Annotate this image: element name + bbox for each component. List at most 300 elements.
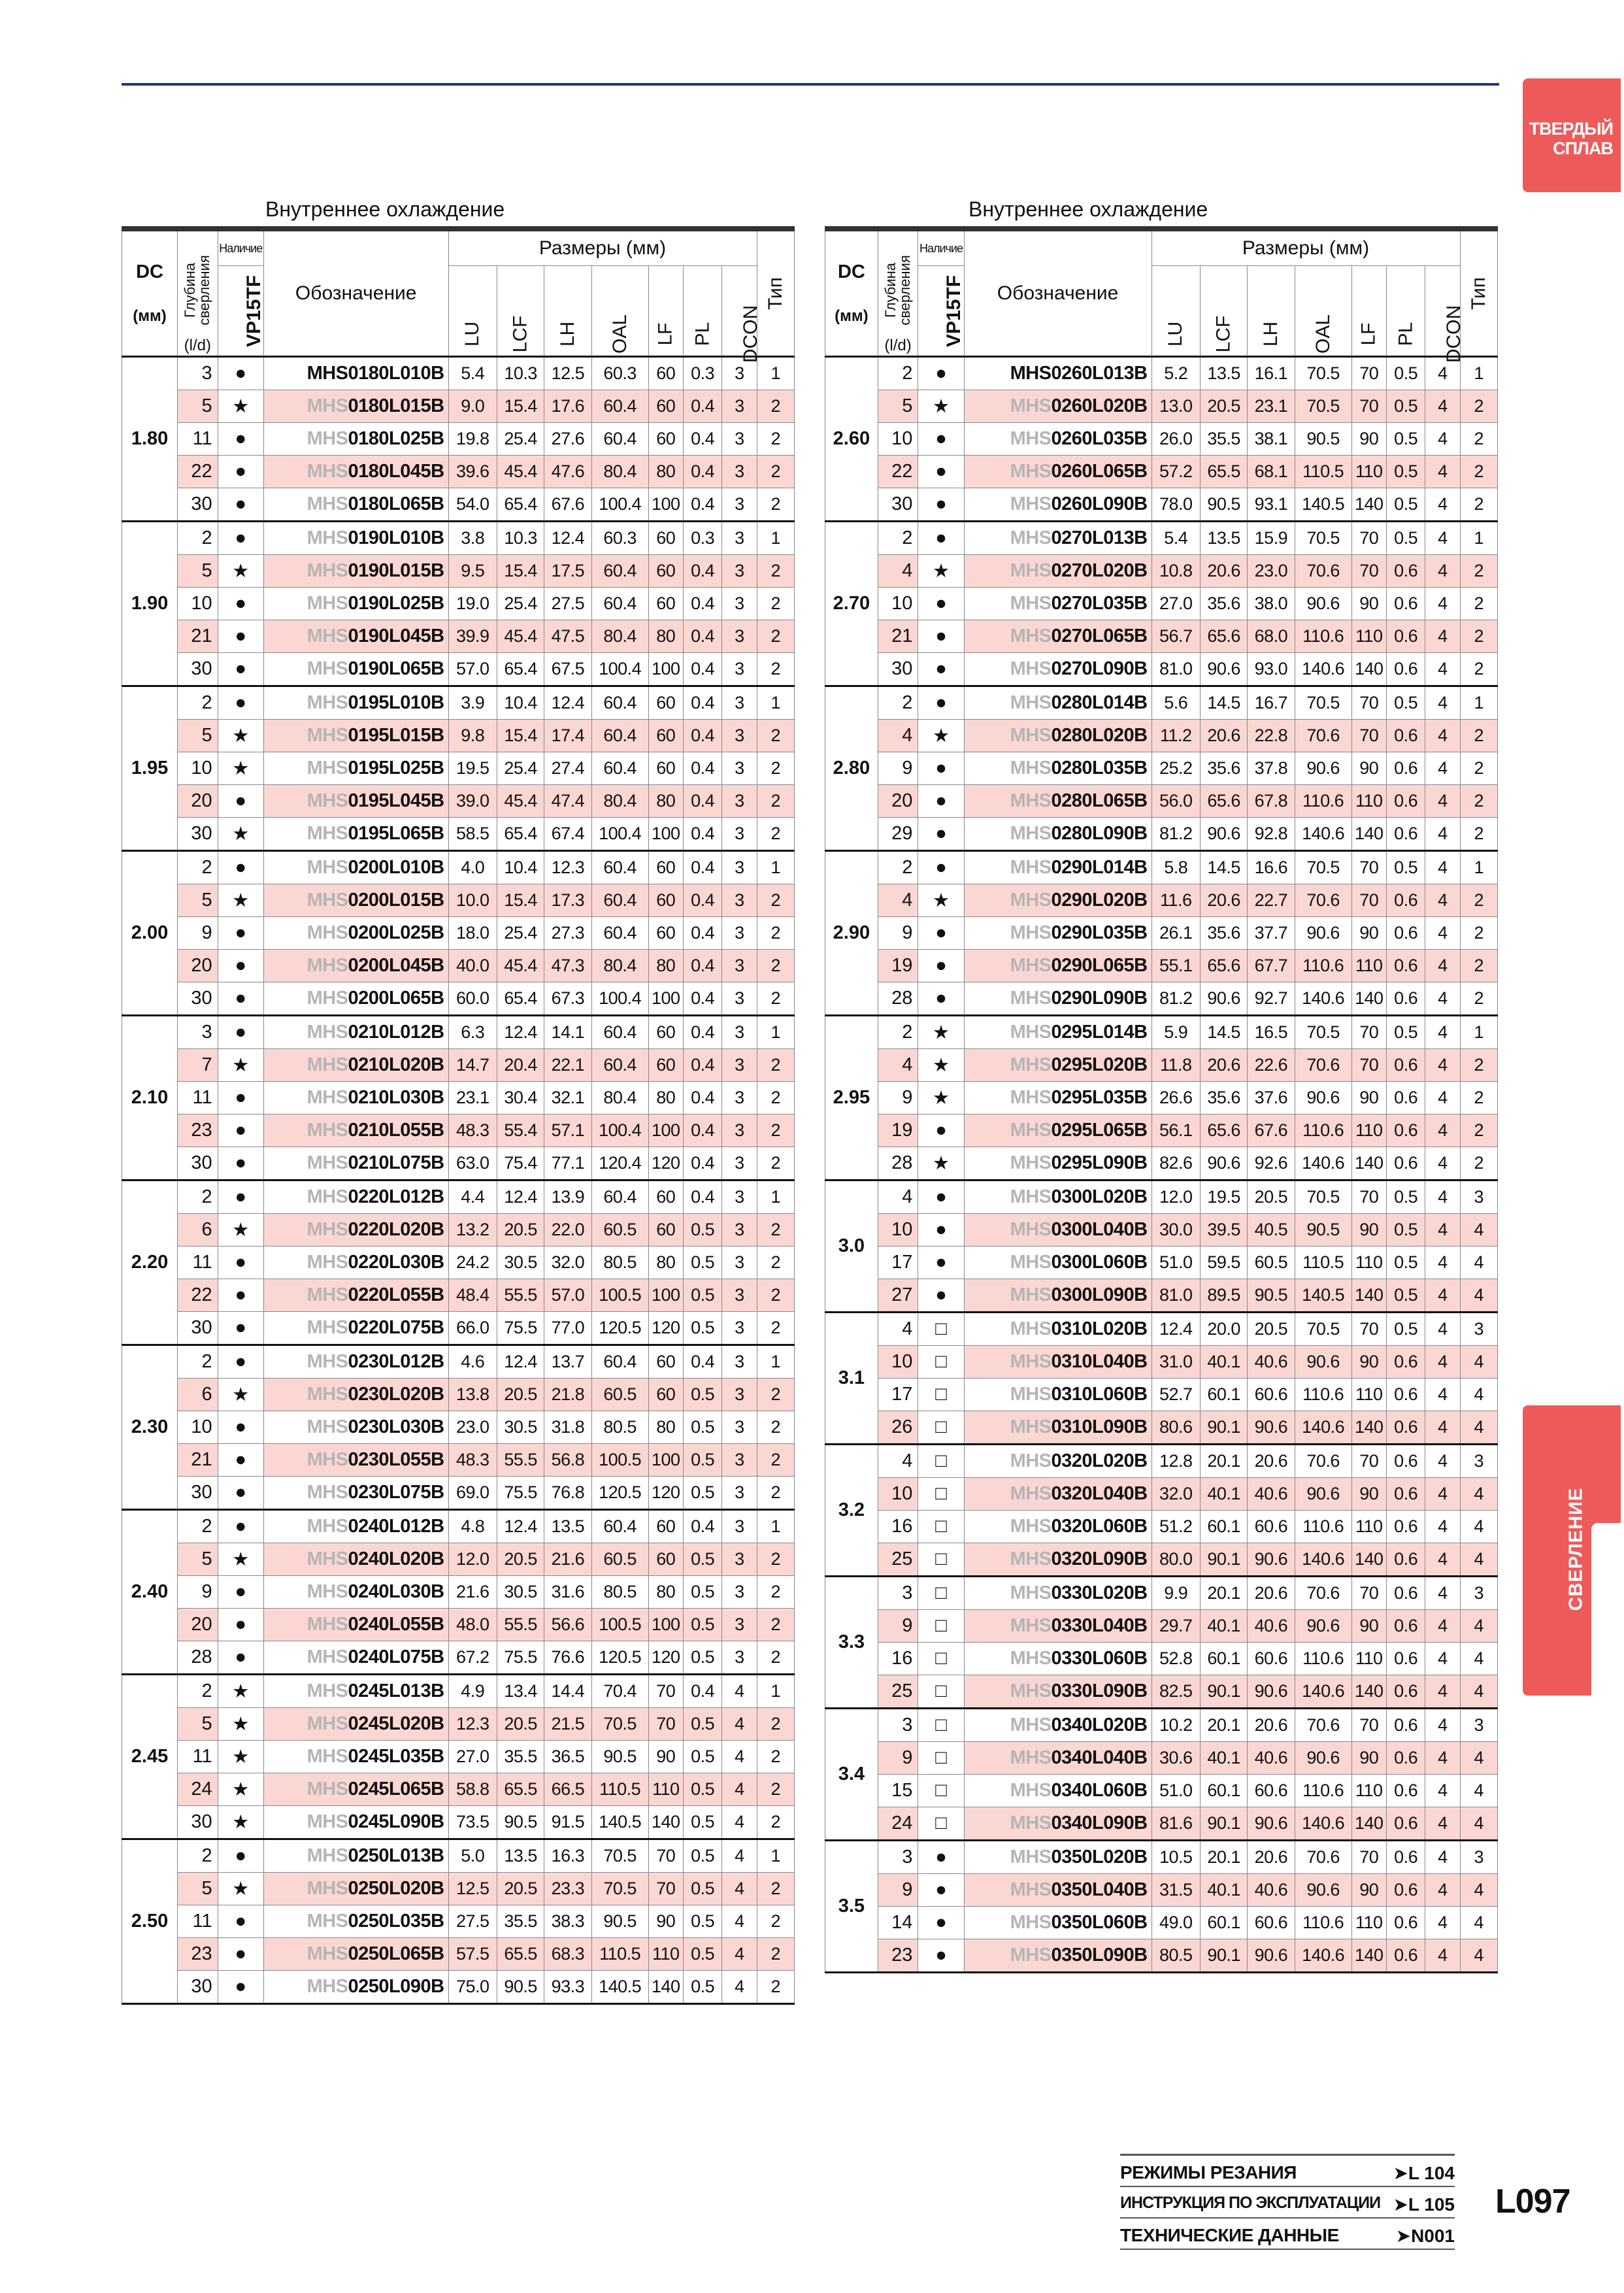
lu-value: 19.0 — [448, 588, 497, 620]
designation-code: 0195L025B — [348, 758, 444, 778]
depth-ratio: 10 — [178, 752, 218, 785]
lf-value: 140 — [648, 1806, 683, 1839]
table-row — [825, 917, 1498, 950]
type-value: 2 — [1460, 1147, 1497, 1180]
type-value: 2 — [757, 488, 794, 522]
lcf-value: 12.4 — [497, 1345, 544, 1379]
lu-value: 12.4 — [1152, 1313, 1200, 1346]
depth-ratio: 11 — [178, 1247, 218, 1279]
designation-code: 0350L090B — [1051, 1945, 1148, 1966]
table-row — [825, 1841, 1498, 1874]
lcf-value: 90.1 — [1200, 1411, 1247, 1445]
type-value: 2 — [757, 1938, 794, 1971]
designation-prefix: MHS — [307, 1845, 348, 1866]
designation-prefix: MHS — [307, 1681, 348, 1701]
pl-value: 0.6 — [1386, 950, 1425, 982]
dcon-value: 3 — [722, 917, 757, 950]
pl-value: 0.4 — [683, 785, 722, 818]
type-value: 2 — [757, 620, 794, 653]
oal-value: 60.4 — [591, 1016, 648, 1049]
table-row — [122, 1609, 795, 1641]
type-value: 2 — [757, 1905, 794, 1938]
lcf-value: 35.6 — [1200, 917, 1247, 950]
dcon-value: 4 — [722, 1741, 757, 1773]
lf-value: 80 — [648, 950, 683, 982]
lh-value: 16.1 — [1248, 357, 1295, 390]
pl-value: 0.5 — [683, 1247, 722, 1279]
lu-value: 48.0 — [448, 1609, 497, 1641]
lf-value: 110 — [1351, 1511, 1386, 1543]
designation — [263, 390, 448, 423]
designation — [964, 423, 1152, 456]
lcf-value: 65.6 — [1200, 620, 1247, 653]
header-dcon — [722, 266, 762, 363]
table-row — [825, 653, 1498, 686]
lh-value: 90.5 — [1248, 1279, 1295, 1313]
lcf-value: 90.5 — [1200, 488, 1247, 522]
dcon-value: 3 — [722, 620, 757, 653]
dc-value: 2.45 — [122, 1675, 178, 1839]
header-lcf-label: LCF — [1212, 315, 1235, 353]
dcon-value: 3 — [722, 1049, 757, 1082]
pl-value: 0.6 — [1386, 1511, 1425, 1543]
table-row — [122, 982, 795, 1016]
lu-value: 63.0 — [448, 1147, 497, 1180]
type-value: 4 — [1460, 1214, 1497, 1247]
table-row — [122, 917, 795, 950]
stock-symbol: □ — [918, 1411, 964, 1445]
dcon-value: 4 — [722, 1806, 757, 1839]
designation — [263, 522, 448, 555]
lu-value: 5.0 — [448, 1839, 497, 1873]
oal-value: 60.4 — [591, 884, 648, 917]
dcon-value: 4 — [1425, 1445, 1460, 1478]
designation-prefix: MHS — [307, 1647, 348, 1667]
header-dimensions: Размеры (мм) — [448, 229, 757, 266]
dcon-value: 3 — [722, 1609, 757, 1641]
lh-value: 57.1 — [544, 1114, 591, 1147]
designation — [964, 1775, 1152, 1807]
depth-ratio: 11 — [178, 1082, 218, 1114]
depth-ratio: 2 — [878, 686, 918, 720]
lcf-value: 90.6 — [1200, 653, 1247, 686]
table-row — [122, 1708, 795, 1741]
lcf-value: 35.6 — [1200, 752, 1247, 785]
oal-value: 80.4 — [591, 785, 648, 818]
table-row — [122, 1641, 795, 1675]
depth-ratio: 10 — [878, 1346, 918, 1379]
lu-value: 51.0 — [1152, 1247, 1200, 1279]
designation-prefix: MHS — [307, 1548, 348, 1569]
stock-symbol: □ — [918, 1379, 964, 1411]
lu-value: 30.0 — [1152, 1214, 1200, 1247]
depth-ratio: 10 — [878, 1478, 918, 1511]
lu-value: 58.5 — [448, 818, 497, 851]
dcon-value: 3 — [722, 686, 757, 720]
header-grade — [218, 266, 263, 357]
section-tab-carbide[interactable] — [1523, 78, 1621, 192]
designation — [263, 1477, 448, 1510]
lcf-value: 65.6 — [1200, 1114, 1247, 1147]
lcf-value: 45.4 — [497, 950, 544, 982]
lcf-value: 89.5 — [1200, 1279, 1247, 1313]
lh-value: 47.4 — [544, 785, 591, 818]
oal-value: 110.5 — [591, 1938, 648, 1971]
lh-value: 40.6 — [1248, 1478, 1295, 1511]
lcf-value: 65.5 — [1200, 456, 1247, 488]
dcon-value: 4 — [1425, 488, 1460, 522]
designation-prefix: MHS — [307, 1252, 348, 1273]
pl-value: 0.3 — [683, 522, 722, 555]
lf-value: 140 — [1351, 1543, 1386, 1577]
pl-value: 0.4 — [683, 752, 722, 785]
type-value: 4 — [1460, 1742, 1497, 1775]
designation-code: 0290L020B — [1051, 890, 1148, 911]
type-value: 2 — [757, 1114, 794, 1147]
lu-value: 27.5 — [448, 1905, 497, 1938]
table-row — [825, 1180, 1498, 1214]
lu-value: 13.0 — [1152, 390, 1200, 423]
lu-value: 75.0 — [448, 1971, 497, 2004]
lf-value: 110 — [1351, 620, 1386, 653]
dcon-value: 4 — [1425, 1279, 1460, 1313]
lf-value: 70 — [1351, 720, 1386, 752]
pl-value: 0.5 — [1386, 1279, 1425, 1313]
dcon-value: 4 — [1425, 818, 1460, 851]
lh-value: 17.6 — [544, 390, 591, 423]
stock-symbol: ★ — [918, 884, 964, 917]
designation-prefix: MHS — [1010, 1615, 1052, 1636]
header-type-label: Тип — [764, 276, 786, 310]
dcon-value: 3 — [722, 1147, 757, 1180]
designation — [964, 522, 1152, 555]
pl-value: 0.5 — [683, 1411, 722, 1444]
dc-value: 3.5 — [825, 1841, 878, 1973]
depth-ratio: 26 — [878, 1411, 918, 1445]
designation — [263, 1147, 448, 1180]
depth-ratio: 4 — [878, 720, 918, 752]
oal-value: 140.6 — [1295, 1939, 1351, 1973]
stock-symbol: ● — [218, 917, 263, 950]
designation-prefix: MHS — [307, 857, 348, 878]
dcon-value: 3 — [722, 950, 757, 982]
lh-value: 20.5 — [1248, 1313, 1295, 1346]
type-value: 1 — [1460, 686, 1497, 720]
table-row — [122, 720, 795, 752]
lcf-value: 35.5 — [1200, 423, 1247, 456]
designation-prefix: MHS — [307, 1317, 348, 1338]
lcf-value: 65.4 — [497, 982, 544, 1016]
lh-value: 91.5 — [544, 1806, 591, 1839]
page-number: L097 — [1495, 2183, 1570, 2220]
oal-value: 120.4 — [591, 1147, 648, 1180]
type-value: 1 — [757, 1016, 794, 1049]
dcon-value: 4 — [1425, 1313, 1460, 1346]
designation-prefix: MHS — [1010, 1945, 1052, 1966]
lcf-value: 40.1 — [1200, 1874, 1247, 1907]
designation-prefix: MHS — [1010, 626, 1052, 646]
table-row — [825, 1016, 1498, 1049]
type-value: 2 — [757, 1873, 794, 1905]
pl-value: 0.5 — [1386, 1214, 1425, 1247]
header-availability: Наличие — [218, 229, 263, 266]
designation-prefix: MHS — [307, 692, 348, 713]
lf-value: 90 — [1351, 1742, 1386, 1775]
stock-symbol: ★ — [218, 1708, 263, 1741]
designation-prefix: MHS — [307, 1878, 348, 1899]
depth-ratio: 17 — [878, 1379, 918, 1411]
designation-code: 0350L040B — [1051, 1879, 1148, 1900]
dcon-value: 3 — [722, 720, 757, 752]
table-row — [122, 1016, 795, 1049]
table-row — [122, 588, 795, 620]
lh-value: 56.8 — [544, 1444, 591, 1477]
depth-ratio: 25 — [878, 1675, 918, 1709]
designation-prefix: MHS — [1010, 1284, 1052, 1305]
lu-value: 5.6 — [1152, 686, 1200, 720]
section-tab-carbide-label: ТВЕРДЫЙ СПЛАВ — [1529, 119, 1613, 158]
designation-code: 0180L015B — [348, 395, 444, 416]
table-row — [825, 1643, 1498, 1675]
lf-value: 90 — [1351, 1874, 1386, 1907]
lf-value: 80 — [648, 785, 683, 818]
type-value: 3 — [1460, 1577, 1497, 1610]
table-row — [122, 851, 795, 884]
designation-prefix: MHS — [307, 1120, 348, 1141]
dcon-value: 4 — [1425, 1147, 1460, 1180]
type-value: 4 — [1460, 1247, 1497, 1279]
designation-prefix: MHS — [1010, 1384, 1052, 1405]
header-depth-unit: (l/d) — [884, 337, 912, 354]
stock-symbol: ★ — [918, 390, 964, 423]
depth-ratio: 30 — [178, 1477, 218, 1510]
pl-value: 0.5 — [1386, 522, 1425, 555]
table-row — [122, 1379, 795, 1411]
depth-ratio: 9 — [878, 1874, 918, 1907]
type-value: 1 — [757, 1510, 794, 1543]
lu-value: 5.2 — [1152, 357, 1200, 390]
depth-ratio: 5 — [178, 390, 218, 423]
table-row — [122, 1675, 795, 1708]
pl-value: 0.5 — [1386, 851, 1425, 884]
oal-value: 70.5 — [1295, 390, 1351, 423]
lh-value: 12.3 — [544, 851, 591, 884]
caption-left: Внутреннее охлаждение — [265, 197, 505, 221]
designation-prefix: MHS — [307, 1713, 348, 1734]
dc-value: 2.50 — [122, 1839, 178, 2004]
lu-value: 11.2 — [1152, 720, 1200, 752]
table-row — [122, 1576, 795, 1609]
oal-value: 90.6 — [1295, 752, 1351, 785]
link-instructions[interactable] — [1120, 2187, 1455, 2218]
lu-value: 14.7 — [448, 1049, 497, 1082]
type-value: 1 — [757, 1345, 794, 1379]
designation-code: 0330L060B — [1051, 1648, 1148, 1669]
lcf-value: 35.5 — [497, 1905, 544, 1938]
designation-prefix: MHS — [1010, 1483, 1052, 1504]
designation-code: 0180L025B — [348, 428, 444, 449]
oal-value: 60.4 — [591, 720, 648, 752]
lcf-value: 55.5 — [497, 1279, 544, 1312]
lcf-value: 90.6 — [1200, 1147, 1247, 1180]
lu-value: 51.0 — [1152, 1775, 1200, 1807]
designation-prefix: MHS — [307, 922, 348, 943]
table-row — [825, 1478, 1498, 1511]
oal-value: 90.6 — [1295, 1346, 1351, 1379]
designation — [964, 720, 1152, 752]
designation-prefix: MHS — [1010, 1813, 1052, 1833]
lu-value: 5.4 — [1152, 522, 1200, 555]
table-row — [825, 1379, 1498, 1411]
designation — [263, 1806, 448, 1839]
header-lf-label: LF — [1357, 322, 1380, 346]
table-row — [825, 1247, 1498, 1279]
depth-ratio: 21 — [178, 1444, 218, 1477]
designation-code: 0280L035B — [1051, 758, 1148, 778]
designation-prefix: MHS — [307, 658, 348, 679]
designation-prefix: MHS — [307, 1351, 348, 1372]
lcf-value: 40.1 — [1200, 1478, 1247, 1511]
lh-value: 16.6 — [1248, 851, 1295, 884]
depth-ratio: 2 — [178, 522, 218, 555]
type-value: 4 — [1460, 1610, 1497, 1643]
designation-prefix: MHS — [1010, 1120, 1052, 1141]
pl-value: 0.6 — [1386, 752, 1425, 785]
lcf-value: 25.4 — [497, 588, 544, 620]
lu-value: 9.5 — [448, 555, 497, 588]
lh-value: 90.6 — [1248, 1543, 1295, 1577]
lcf-value: 65.4 — [497, 488, 544, 522]
type-value: 3 — [1460, 1445, 1497, 1478]
designation-prefix: MHS — [307, 1976, 348, 1997]
oal-value: 140.5 — [591, 1806, 648, 1839]
depth-ratio: 4 — [878, 884, 918, 917]
designation-code: 0240L020B — [348, 1548, 444, 1569]
type-value: 4 — [1460, 1807, 1497, 1841]
pl-value: 0.4 — [683, 1114, 722, 1147]
designation — [964, 1082, 1152, 1114]
oal-value: 140.5 — [1295, 488, 1351, 522]
designation-code: 0250L020B — [348, 1878, 444, 1899]
type-value: 2 — [757, 1773, 794, 1806]
header-row-2 — [122, 266, 795, 357]
lh-value: 60.6 — [1248, 1511, 1295, 1543]
lcf-value: 45.4 — [497, 456, 544, 488]
lcf-value: 40.1 — [1200, 1346, 1247, 1379]
stock-symbol: ● — [918, 588, 964, 620]
lh-value: 21.8 — [544, 1379, 591, 1411]
lf-value: 140 — [1351, 488, 1386, 522]
type-value: 2 — [1460, 390, 1497, 423]
table-row — [122, 1279, 795, 1312]
depth-ratio: 10 — [878, 588, 918, 620]
header-lh-label: LH — [1259, 321, 1282, 347]
type-value: 2 — [1460, 1114, 1497, 1147]
lh-value: 13.5 — [544, 1510, 591, 1543]
designation-prefix: MHS — [1010, 527, 1052, 548]
lu-value: 54.0 — [448, 488, 497, 522]
depth-ratio: 22 — [178, 1279, 218, 1312]
lu-value: 12.3 — [448, 1708, 497, 1741]
dc-value: 1.80 — [122, 357, 178, 522]
lcf-value: 45.4 — [497, 620, 544, 653]
type-value: 2 — [757, 1708, 794, 1741]
dcon-value: 3 — [722, 357, 757, 390]
type-value: 1 — [757, 522, 794, 555]
type-value: 1 — [757, 686, 794, 720]
lh-value: 31.6 — [544, 1576, 591, 1609]
designation — [964, 555, 1152, 588]
stock-symbol: ● — [218, 1411, 263, 1444]
lu-value: 39.9 — [448, 620, 497, 653]
oal-value: 140.5 — [591, 1971, 648, 2004]
dcon-value: 4 — [1425, 982, 1460, 1016]
type-value: 2 — [757, 653, 794, 686]
lu-value: 9.8 — [448, 720, 497, 752]
lf-value: 70 — [1351, 884, 1386, 917]
designation — [964, 785, 1152, 818]
oal-value: 120.5 — [591, 1477, 648, 1510]
header-designation: Обозначение — [964, 229, 1152, 357]
table-row — [122, 1971, 795, 2004]
stock-symbol: ● — [918, 620, 964, 653]
type-value: 4 — [1460, 1478, 1497, 1511]
depth-ratio: 5 — [178, 555, 218, 588]
oal-value: 60.4 — [591, 555, 648, 588]
table-row — [825, 488, 1498, 522]
link-technical-data[interactable] — [1120, 2218, 1455, 2250]
table-row — [825, 785, 1498, 818]
lu-value: 31.5 — [1152, 1874, 1200, 1907]
type-value: 2 — [1460, 456, 1497, 488]
depth-ratio: 30 — [178, 1147, 218, 1180]
designation-code: 0210L020B — [348, 1054, 444, 1075]
type-value: 2 — [1460, 423, 1497, 456]
oal-value: 90.5 — [591, 1905, 648, 1938]
designation — [964, 1313, 1152, 1346]
lu-value: 55.1 — [1152, 950, 1200, 982]
designation — [964, 752, 1152, 785]
lu-value: 82.6 — [1152, 1147, 1200, 1180]
designation — [964, 1543, 1152, 1577]
stock-symbol: ★ — [218, 818, 263, 851]
dcon-value: 4 — [1425, 720, 1460, 752]
lcf-value: 65.4 — [497, 818, 544, 851]
lu-value: 78.0 — [1152, 488, 1200, 522]
link-cutting-conditions[interactable] — [1120, 2154, 1455, 2187]
dcon-value: 4 — [1425, 390, 1460, 423]
pl-value: 0.6 — [1386, 1742, 1425, 1775]
designation-prefix: MHS — [1010, 890, 1052, 911]
lf-value: 110 — [1351, 1247, 1386, 1279]
lh-value: 14.4 — [544, 1675, 591, 1708]
lh-value: 38.1 — [1248, 423, 1295, 456]
stock-symbol: □ — [918, 1577, 964, 1610]
table-row — [122, 950, 795, 982]
dc-value: 1.90 — [122, 522, 178, 686]
lu-value: 4.0 — [448, 851, 497, 884]
type-value: 4 — [1460, 1279, 1497, 1313]
depth-ratio: 14 — [878, 1907, 918, 1939]
stock-symbol: ● — [918, 950, 964, 982]
depth-ratio: 4 — [878, 555, 918, 588]
lu-value: 10.5 — [1152, 1841, 1200, 1874]
pl-value: 0.6 — [1386, 1874, 1425, 1907]
depth-ratio: 9 — [178, 1576, 218, 1609]
stock-symbol: ● — [918, 522, 964, 555]
lh-value: 38.3 — [544, 1905, 591, 1938]
lcf-value: 65.5 — [497, 1773, 544, 1806]
